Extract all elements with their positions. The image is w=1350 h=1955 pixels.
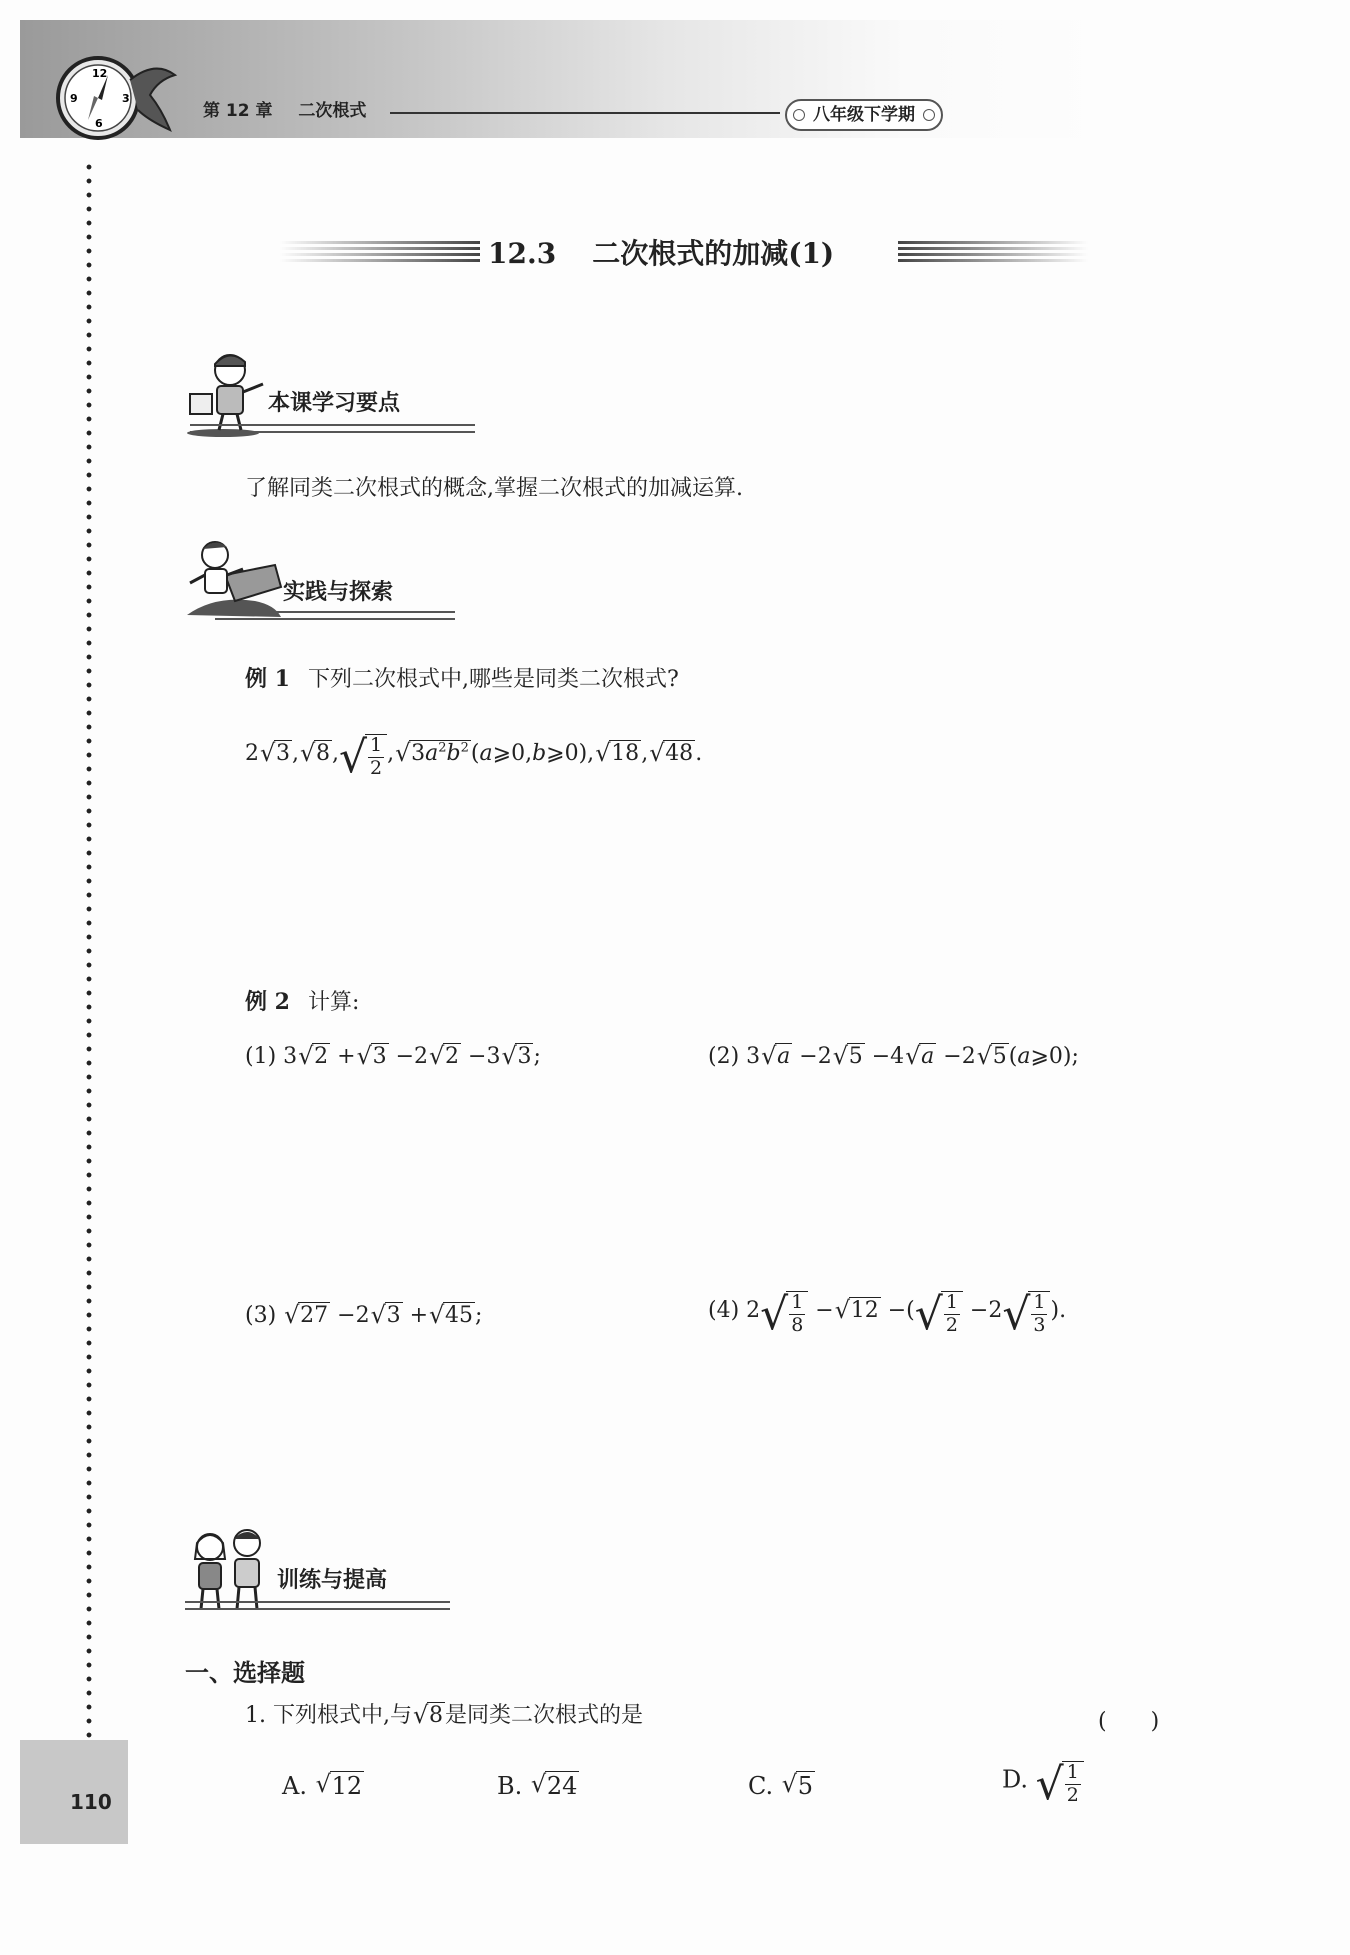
practice-heading xyxy=(185,535,455,625)
option-b-letter: B. xyxy=(497,1772,523,1800)
section-title xyxy=(488,232,834,272)
option-c[interactable]: C. √ 5 xyxy=(748,1772,815,1800)
option-c-letter: C. xyxy=(748,1772,774,1800)
section-title-bar xyxy=(280,232,1090,276)
option-d-letter: D. xyxy=(1002,1765,1029,1794)
part1-label: (1) xyxy=(245,1044,277,1069)
example2-question xyxy=(245,988,359,1018)
chapter-title: 二次根式 xyxy=(298,101,367,121)
practice-label: 实践与探索 xyxy=(283,580,394,605)
part2-label: (2) xyxy=(708,1044,740,1069)
example2-part4: (4) 2 √ $\frac{1}{8}$ −√ 12 −( √ $\frac{1}{2}$ −2 √ $\frac{1}{3}$ ). xyxy=(708,1285,1066,1337)
example1-question xyxy=(245,665,679,695)
key-points-label: 本课学习要点 xyxy=(268,391,401,416)
header-rule xyxy=(390,112,780,114)
example2-text: 计算: xyxy=(307,990,360,1015)
example2-label: 例 2 xyxy=(245,989,290,1015)
part4-label: (4) xyxy=(708,1297,740,1323)
key-points-text: 了解同类二次根式的概念,掌握二次根式的加减运算. xyxy=(245,476,743,501)
example2-part1: (1) 3√ 2 +√ 3 −2√ 2 −3√ 3; xyxy=(245,1043,541,1072)
compass-clock-logo-icon xyxy=(50,40,180,140)
title-lines-right xyxy=(898,241,1088,263)
key-points-heading xyxy=(185,348,475,438)
section-name: 二次根式的加减(1) xyxy=(592,237,835,270)
chapter-label xyxy=(203,96,366,121)
training-underline xyxy=(185,1601,450,1610)
training-heading xyxy=(185,1525,455,1615)
svg-text:6: 6 xyxy=(95,117,103,130)
dotted-margin-line xyxy=(86,160,92,1740)
example2-part3: (3) √ 27 −2√ 3 +√ 45; xyxy=(245,1302,482,1331)
q1-prefix: 1. 下列根式中,与 xyxy=(245,1703,412,1728)
section-number: 12.3 xyxy=(488,237,557,270)
option-a[interactable]: A. √ 12 xyxy=(282,1772,364,1800)
svg-text:3: 3 xyxy=(122,92,130,105)
key-points-underline xyxy=(190,424,475,433)
svg-text:9: 9 xyxy=(70,92,78,105)
practice-underline xyxy=(215,611,455,620)
option-b[interactable]: B. √ 24 xyxy=(497,1772,579,1800)
question1-text: 1. 下列根式中,与√ 8是同类二次根式的是 xyxy=(245,1702,643,1731)
multiple-choice-title: 一、选择题 xyxy=(185,1659,305,1687)
example2-part2: (2) 3√ a −2√ 5 −4√ a −2√ 5(a⩾0); xyxy=(708,1043,1079,1072)
training-label: 训练与提高 xyxy=(277,1568,388,1593)
answer-blank[interactable]: ( ) xyxy=(1098,1709,1160,1734)
svg-text:12: 12 xyxy=(92,67,108,80)
chapter-number: 第 12 章 xyxy=(203,101,273,121)
q1-suffix: 是同类二次根式的是 xyxy=(444,1703,643,1728)
example1-radicals: 2√ 3,√ 8, √ $\frac{1}{2}$ ,√ $3a^2b^2(a⩾0,b⩾0),√$ 18,√ 48. xyxy=(245,728,702,780)
grade-badge: 八年级下学期 xyxy=(785,99,943,131)
option-a-letter: A. xyxy=(282,1772,307,1800)
title-lines-left xyxy=(280,241,480,263)
part3-label: (3) xyxy=(245,1303,277,1328)
page-number: 110 xyxy=(70,1790,112,1814)
option-d[interactable]: D. √ $\frac{1}{2}$ xyxy=(1002,1755,1084,1807)
example1-text: 下列二次根式中,哪些是同类二次根式? xyxy=(307,667,679,692)
example1-label: 例 1 xyxy=(245,666,290,692)
